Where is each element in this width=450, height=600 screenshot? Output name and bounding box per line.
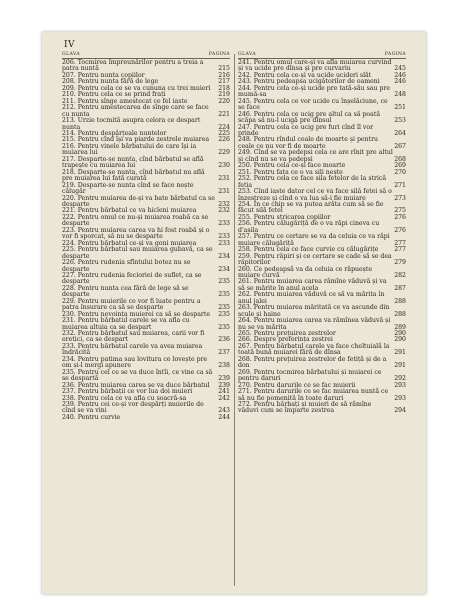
toc-entry-title: 208. Pentru nunta fără de lege bbox=[62, 78, 159, 86]
toc-entry-page: 235 bbox=[218, 304, 230, 312]
toc-entry-page: 220 bbox=[218, 97, 230, 105]
toc-entry-title: 228. Pentru nunta cea fără de lege să se desparte bbox=[62, 284, 189, 299]
toc-entry-title: 245. Pentru cela ce vor ucide cu înșelăciune, ce se face bbox=[238, 97, 388, 112]
toc-entry-title: 220. Pentru muiarea de-și va bate bărbatul ca se desparte bbox=[62, 194, 215, 208]
toc-entry-page: 276 bbox=[394, 213, 406, 221]
toc-entry-page: 251 bbox=[394, 104, 406, 112]
toc-entry-page: 232 bbox=[218, 200, 230, 208]
toc-entry-title: 252. Pentru cela ce face sila fetelor de la strică fetia bbox=[238, 175, 387, 189]
column-header-page: PAGINA bbox=[208, 52, 230, 57]
toc-entry-page: 221 bbox=[218, 110, 230, 118]
toc-entry bbox=[238, 344, 406, 357]
toc-entry-page: 234 bbox=[218, 265, 230, 273]
toc-entry bbox=[62, 402, 230, 415]
toc-entry-page: 225 bbox=[218, 129, 230, 137]
toc-entry-title: 250. Pentru cela ce-și face moarte bbox=[238, 162, 346, 170]
toc-entry-page: 277 bbox=[394, 239, 406, 247]
toc-entry-page: 216 bbox=[218, 71, 230, 79]
toc-entry-page: 231 bbox=[218, 175, 230, 183]
toc-entry-page: 239 bbox=[218, 381, 230, 389]
toc-entry-title: 225. Pentru bărbatul sau muiarea gubavă, ca se desparte bbox=[62, 246, 213, 260]
toc-entry bbox=[238, 202, 406, 215]
toc-entry-title: 269. Pentru tocmirea bărbatului și muiarei ce pentru daruri bbox=[238, 368, 382, 383]
toc-entry-title: 238. Pentru cela ce va afla cu soacră-sa bbox=[62, 394, 187, 402]
toc-entry-title: 211. Pentru sînge amestecat ce fel iaste bbox=[62, 97, 188, 105]
toc-column-right bbox=[238, 52, 406, 415]
toc-entry-page: 275 bbox=[394, 207, 406, 215]
toc-entry-title: 217. Desparte-se nunta, cînd bărbatul se află trapește cu muiarea lui bbox=[62, 155, 204, 170]
toc-entry-title: 267. Pentru bărbatul carele va face cheltuială la toată bună muiarei fără de dînsa bbox=[238, 342, 390, 357]
toc-entry-title: 224. Pentru bărbatul ce-și va goni muiarea bbox=[62, 239, 197, 247]
toc-entry bbox=[238, 112, 406, 125]
toc-entry-page: 287 bbox=[394, 284, 406, 292]
toc-entry-page: 276 bbox=[394, 226, 406, 234]
toc-entry-page: 243 bbox=[218, 407, 230, 415]
toc-entry-title: 261. Pentru muiarea carea rămîne văduvă și va să se mărite în anul acela bbox=[238, 278, 387, 292]
toc-entry-title: 264. Pentru muiarea carea va rămînea văduvă și nu se va mărita bbox=[238, 317, 391, 331]
toc-entry-page: 293 bbox=[394, 394, 406, 402]
toc-entry-title: 221. Pentru bărbatul ce va hicleni muiarea bbox=[62, 207, 197, 215]
toc-entry-title: 260. Ce pedeapsă va da celuia ce răpuește muiare curvă bbox=[238, 265, 372, 279]
toc-entry-title: 229. Pentru muierile ce vor fi luate pentru a patra însurare ca să se desparte bbox=[62, 297, 201, 312]
toc-entry-title: 209. Pentru cela ce se va cununa cu trei muieri bbox=[62, 84, 211, 92]
toc-entry-page: 235 bbox=[218, 310, 230, 318]
toc-entry-title: 251. Pentru fata ce o va sili nește bbox=[238, 168, 343, 176]
toc-entry-page: 290 bbox=[394, 330, 406, 338]
toc-entry-title: 216. Pentru vinele bărbatului de care își ia muiarea lui bbox=[62, 142, 197, 157]
toc-entry-page: 230 bbox=[218, 162, 230, 170]
toc-entry-title: 255. Pentru stricarea copiilor bbox=[238, 213, 331, 221]
toc-entry-title: 222. Pentru omul ce nu-și muiarea roabă ca se desparte bbox=[62, 213, 209, 228]
toc-entry bbox=[62, 144, 230, 157]
toc-entry-title: 253. Cînd iaste dator cel ce va face silă fetei să o înzestreze și cînd o va lua să-i fie muiare bbox=[238, 188, 392, 202]
toc-entry-page: 244 bbox=[218, 413, 230, 421]
toc-entry-page: 217 bbox=[218, 78, 230, 86]
toc-entry-page: 219 bbox=[218, 91, 230, 99]
toc-entry-page: 292 bbox=[394, 375, 406, 383]
toc-entry-title: 266. Despre preferința zestrei bbox=[238, 336, 333, 344]
toc-entry-title: 240. Pentru curvie bbox=[62, 413, 121, 421]
toc-entry-page: 234 bbox=[218, 252, 230, 260]
toc-entry bbox=[238, 402, 406, 415]
toc-entry-page: 242 bbox=[218, 394, 230, 402]
toc-entry-page: 233 bbox=[218, 233, 230, 241]
toc-entry-title: 243. Pentru pedeapsa ucigătorilor de oameni bbox=[238, 78, 380, 86]
toc-entry-title: 272. Pentru bărbați și muieri de să rămîne văduvi cum se împarte zestrea bbox=[238, 401, 372, 415]
toc-entry-title: 249. Cînd se va pedepsi cela ce are rînit pre altul și cînd nu se va pedepsi bbox=[238, 149, 393, 163]
toc-entry-title: 236. Pentru muiarea carea se va duce bărbatul bbox=[62, 381, 210, 389]
toc-entry-title: 242. Pentru cela ce-și va ucide ucideri slăt bbox=[238, 71, 372, 79]
toc-entry bbox=[238, 254, 406, 267]
toc-entry-page: 293 bbox=[394, 381, 406, 389]
toc-entry-page: 269 bbox=[394, 162, 406, 170]
toc-entry-page: 235 bbox=[218, 323, 230, 331]
toc-entry-title: 248. Pentru rîndul ceale de moarte și pentru ceale ce nu vor fi de moarte bbox=[238, 136, 379, 150]
toc-entry-title: 237. Pentru bărbații ce vor lua doi muieri bbox=[62, 388, 193, 396]
column-header bbox=[62, 52, 230, 59]
toc-entry bbox=[62, 357, 230, 370]
toc-entry-page: 277 bbox=[394, 246, 406, 254]
toc-entry-title: 227. Pentru rudenia fecioriei de suflet, ca se desparte bbox=[62, 271, 202, 286]
toc-entry-title: 257. Pentru ce certare se va da celuia ce va răpi muiare călugăriță bbox=[238, 233, 390, 247]
toc-entry-title: 207. Pentru nunta copiilor bbox=[62, 71, 145, 79]
column-header-chapter: GLAVA bbox=[238, 52, 257, 57]
toc-entry-title: 259. Pentru răpiri și ce certare se cade să se dea răpitorilor bbox=[238, 252, 392, 267]
toc-entry-page: 246 bbox=[394, 71, 406, 79]
toc-entry-page: 232 bbox=[218, 207, 230, 215]
toc-entry-page: 291 bbox=[394, 349, 406, 357]
toc-entry-title: 213. Urzie tocmită asupra celora ce despart nunta bbox=[62, 117, 201, 131]
toc-entry-title: 233. Pentru bărbatul carele va avea muiarea îndrăcită bbox=[62, 342, 203, 357]
toc-entry bbox=[62, 273, 230, 286]
column-divider bbox=[234, 54, 235, 586]
toc-entry bbox=[238, 86, 406, 99]
column-header-page: PAGINA bbox=[384, 52, 406, 57]
toc-list-left bbox=[62, 60, 230, 421]
toc-entry bbox=[62, 415, 230, 421]
toc-entry-page: 264 bbox=[394, 129, 406, 137]
toc-entry-page: 273 bbox=[394, 194, 406, 202]
toc-entry-title: 239. Pentru cei ce-și vor despărți muierile de cînd se va vini bbox=[62, 401, 204, 415]
page-number: IV bbox=[64, 40, 76, 50]
toc-entry-title: 212. Pentru amestecarea de sînge care se face cu nunta bbox=[62, 104, 209, 118]
toc-entry-title: 263. Pentru muiarea măritată ce va ascunde din scule și haine bbox=[238, 304, 390, 318]
toc-entry-page: 224 bbox=[218, 123, 230, 131]
toc-entry-title: 210. Pentru cela ce se prind frați bbox=[62, 91, 166, 99]
toc-entry-page: 291 bbox=[394, 362, 406, 370]
toc-entry-title: 226. Pentru rudenia sfîntului botez nu se desparte bbox=[62, 259, 191, 273]
toc-entry-title: 234. Pentru patima sau lovitura ce lovește pre om și-l mergi apunere bbox=[62, 355, 208, 370]
toc-entry-page: 215 bbox=[218, 65, 230, 73]
book-page bbox=[42, 32, 426, 594]
toc-entry-page: 233 bbox=[218, 220, 230, 228]
toc-entry bbox=[62, 60, 230, 73]
toc-entry-title: 262. Pentru muiarea văduvă ce să va mărita în anul jalei bbox=[238, 291, 385, 305]
toc-entry-page: 233 bbox=[218, 239, 230, 247]
toc-entry bbox=[62, 344, 230, 357]
toc-entry-title: 215. Pentru cînd își va piarde zestrele muiarea bbox=[62, 136, 210, 144]
toc-entry-page: 294 bbox=[394, 407, 406, 415]
toc-entry bbox=[62, 286, 230, 299]
toc-entry-page: 248 bbox=[394, 91, 406, 99]
toc-list-right bbox=[238, 60, 406, 415]
toc-entry-title: 232. Pentru bărbatul sau muiarea, carii vor fi eretici, ca se despart bbox=[62, 330, 205, 344]
toc-entry bbox=[62, 215, 230, 228]
toc-entry-title: 244. Pentru cela ce-și ucide pre tată-său sau pre mumă-sa bbox=[238, 84, 390, 99]
toc-entry-title: 230. Pentru nevoința muierei ca să se desparte bbox=[62, 310, 211, 318]
toc-entry-title: 271. Pentru darurile ce se fac muiarea nuntă ce să nu fie pomenită în toate daruri bbox=[238, 388, 389, 402]
toc-entry-page: 279 bbox=[394, 259, 406, 267]
toc-entry-page: 246 bbox=[394, 78, 406, 86]
toc-entry bbox=[238, 60, 406, 73]
toc-entry-title: 231. Pentru bărbatul carele se va afla cu muiarea altuia ca se despart bbox=[62, 317, 190, 331]
toc-column-left bbox=[62, 52, 230, 421]
toc-entry-page: 226 bbox=[218, 136, 230, 144]
toc-entry-page: 241 bbox=[218, 388, 230, 396]
toc-entry-page: 238 bbox=[218, 362, 230, 370]
column-header bbox=[238, 52, 406, 59]
toc-entry-page: 270 bbox=[394, 168, 406, 176]
toc-entry-page: 235 bbox=[218, 291, 230, 299]
toc-entry bbox=[238, 370, 406, 383]
toc-entry-page: 267 bbox=[394, 142, 406, 150]
toc-entry-title: 258. Pentru cela ce face curvie cu călugărițe bbox=[238, 246, 379, 254]
toc-entry-page: 290 bbox=[394, 336, 406, 344]
toc-entry bbox=[238, 357, 406, 370]
toc-entry bbox=[62, 170, 230, 183]
toc-entry-title: 241. Pentru omul care-și va afla muiarea curvind și va ucide pre dînsa și pre curvariu bbox=[238, 59, 392, 73]
toc-entry-title: 218. Desparte-se nunta, cînd bărbatul nu află pre muiarea lui fată curată bbox=[62, 168, 205, 183]
toc-entry-title: 254. În ce chip se va putea arăta cum să se fie făcut silă fetei bbox=[238, 200, 384, 215]
toc-entry bbox=[238, 99, 406, 112]
toc-entry-title: 256. Pentru călugăriță de o va răpi cineva cu d'asila bbox=[238, 220, 380, 234]
toc-entry-page: 268 bbox=[394, 155, 406, 163]
toc-entry-page: 229 bbox=[218, 149, 230, 157]
toc-entry-page: 289 bbox=[394, 323, 406, 331]
toc-entry-title: 206. Tocmirea împreunărilor pentru a treia a patra nuntă bbox=[62, 59, 204, 73]
toc-entry-page: 288 bbox=[394, 310, 406, 318]
toc-entry-page: 282 bbox=[394, 271, 406, 279]
toc-entry-title: 214. Pentru despărțeale nuntelor bbox=[62, 129, 167, 137]
toc-entry-title: 247. Pentru cela ce ucig pre furi cînd îl vor prinde bbox=[238, 123, 374, 137]
toc-entry-title: 223. Pentru muiarea carea va hi fost roabă și o vor fi sporcat, să nu se desparte bbox=[62, 226, 210, 241]
toc-entry-page: 253 bbox=[394, 117, 406, 125]
toc-entry bbox=[62, 299, 230, 312]
toc-entry bbox=[62, 370, 230, 383]
toc-entry-page: 237 bbox=[218, 349, 230, 357]
toc-entry-title: 270. Pentru darurile ce se fac muierii bbox=[238, 381, 356, 389]
toc-entry-title: 246. Pentru cela ce ucig pre altul ca să poată scăpa să nu-l ucigă pre dînsul bbox=[238, 110, 381, 125]
toc-entry-page: 271 bbox=[394, 181, 406, 189]
toc-entry-page: 288 bbox=[394, 297, 406, 305]
toc-entry-title: 268. Pentru prețuirea zestrelor de fetiță și de a don bbox=[238, 355, 387, 370]
toc-entry-page: 239 bbox=[218, 375, 230, 383]
toc-entry-page: 245 bbox=[394, 65, 406, 73]
toc-entry bbox=[62, 183, 230, 196]
toc-entry-title: 219. Desparte-se nunta cînd se face nește călugăr bbox=[62, 181, 194, 196]
toc-entry bbox=[62, 228, 230, 241]
toc-entry-title: 265. Pentru prețuirea zestrelor bbox=[238, 330, 336, 338]
toc-entry-page: 235 bbox=[218, 278, 230, 286]
toc-entry-title: 235. Pentru cel ce se va duce întîi, ce vine ca să se despartă bbox=[62, 368, 213, 383]
toc-entry-page: 236 bbox=[218, 336, 230, 344]
toc-entry bbox=[62, 157, 230, 170]
toc-entry bbox=[62, 331, 230, 344]
toc-entry-page: 218 bbox=[218, 84, 230, 92]
column-header-chapter: GLAVA bbox=[62, 52, 81, 57]
toc-entry-page: 231 bbox=[218, 188, 230, 196]
